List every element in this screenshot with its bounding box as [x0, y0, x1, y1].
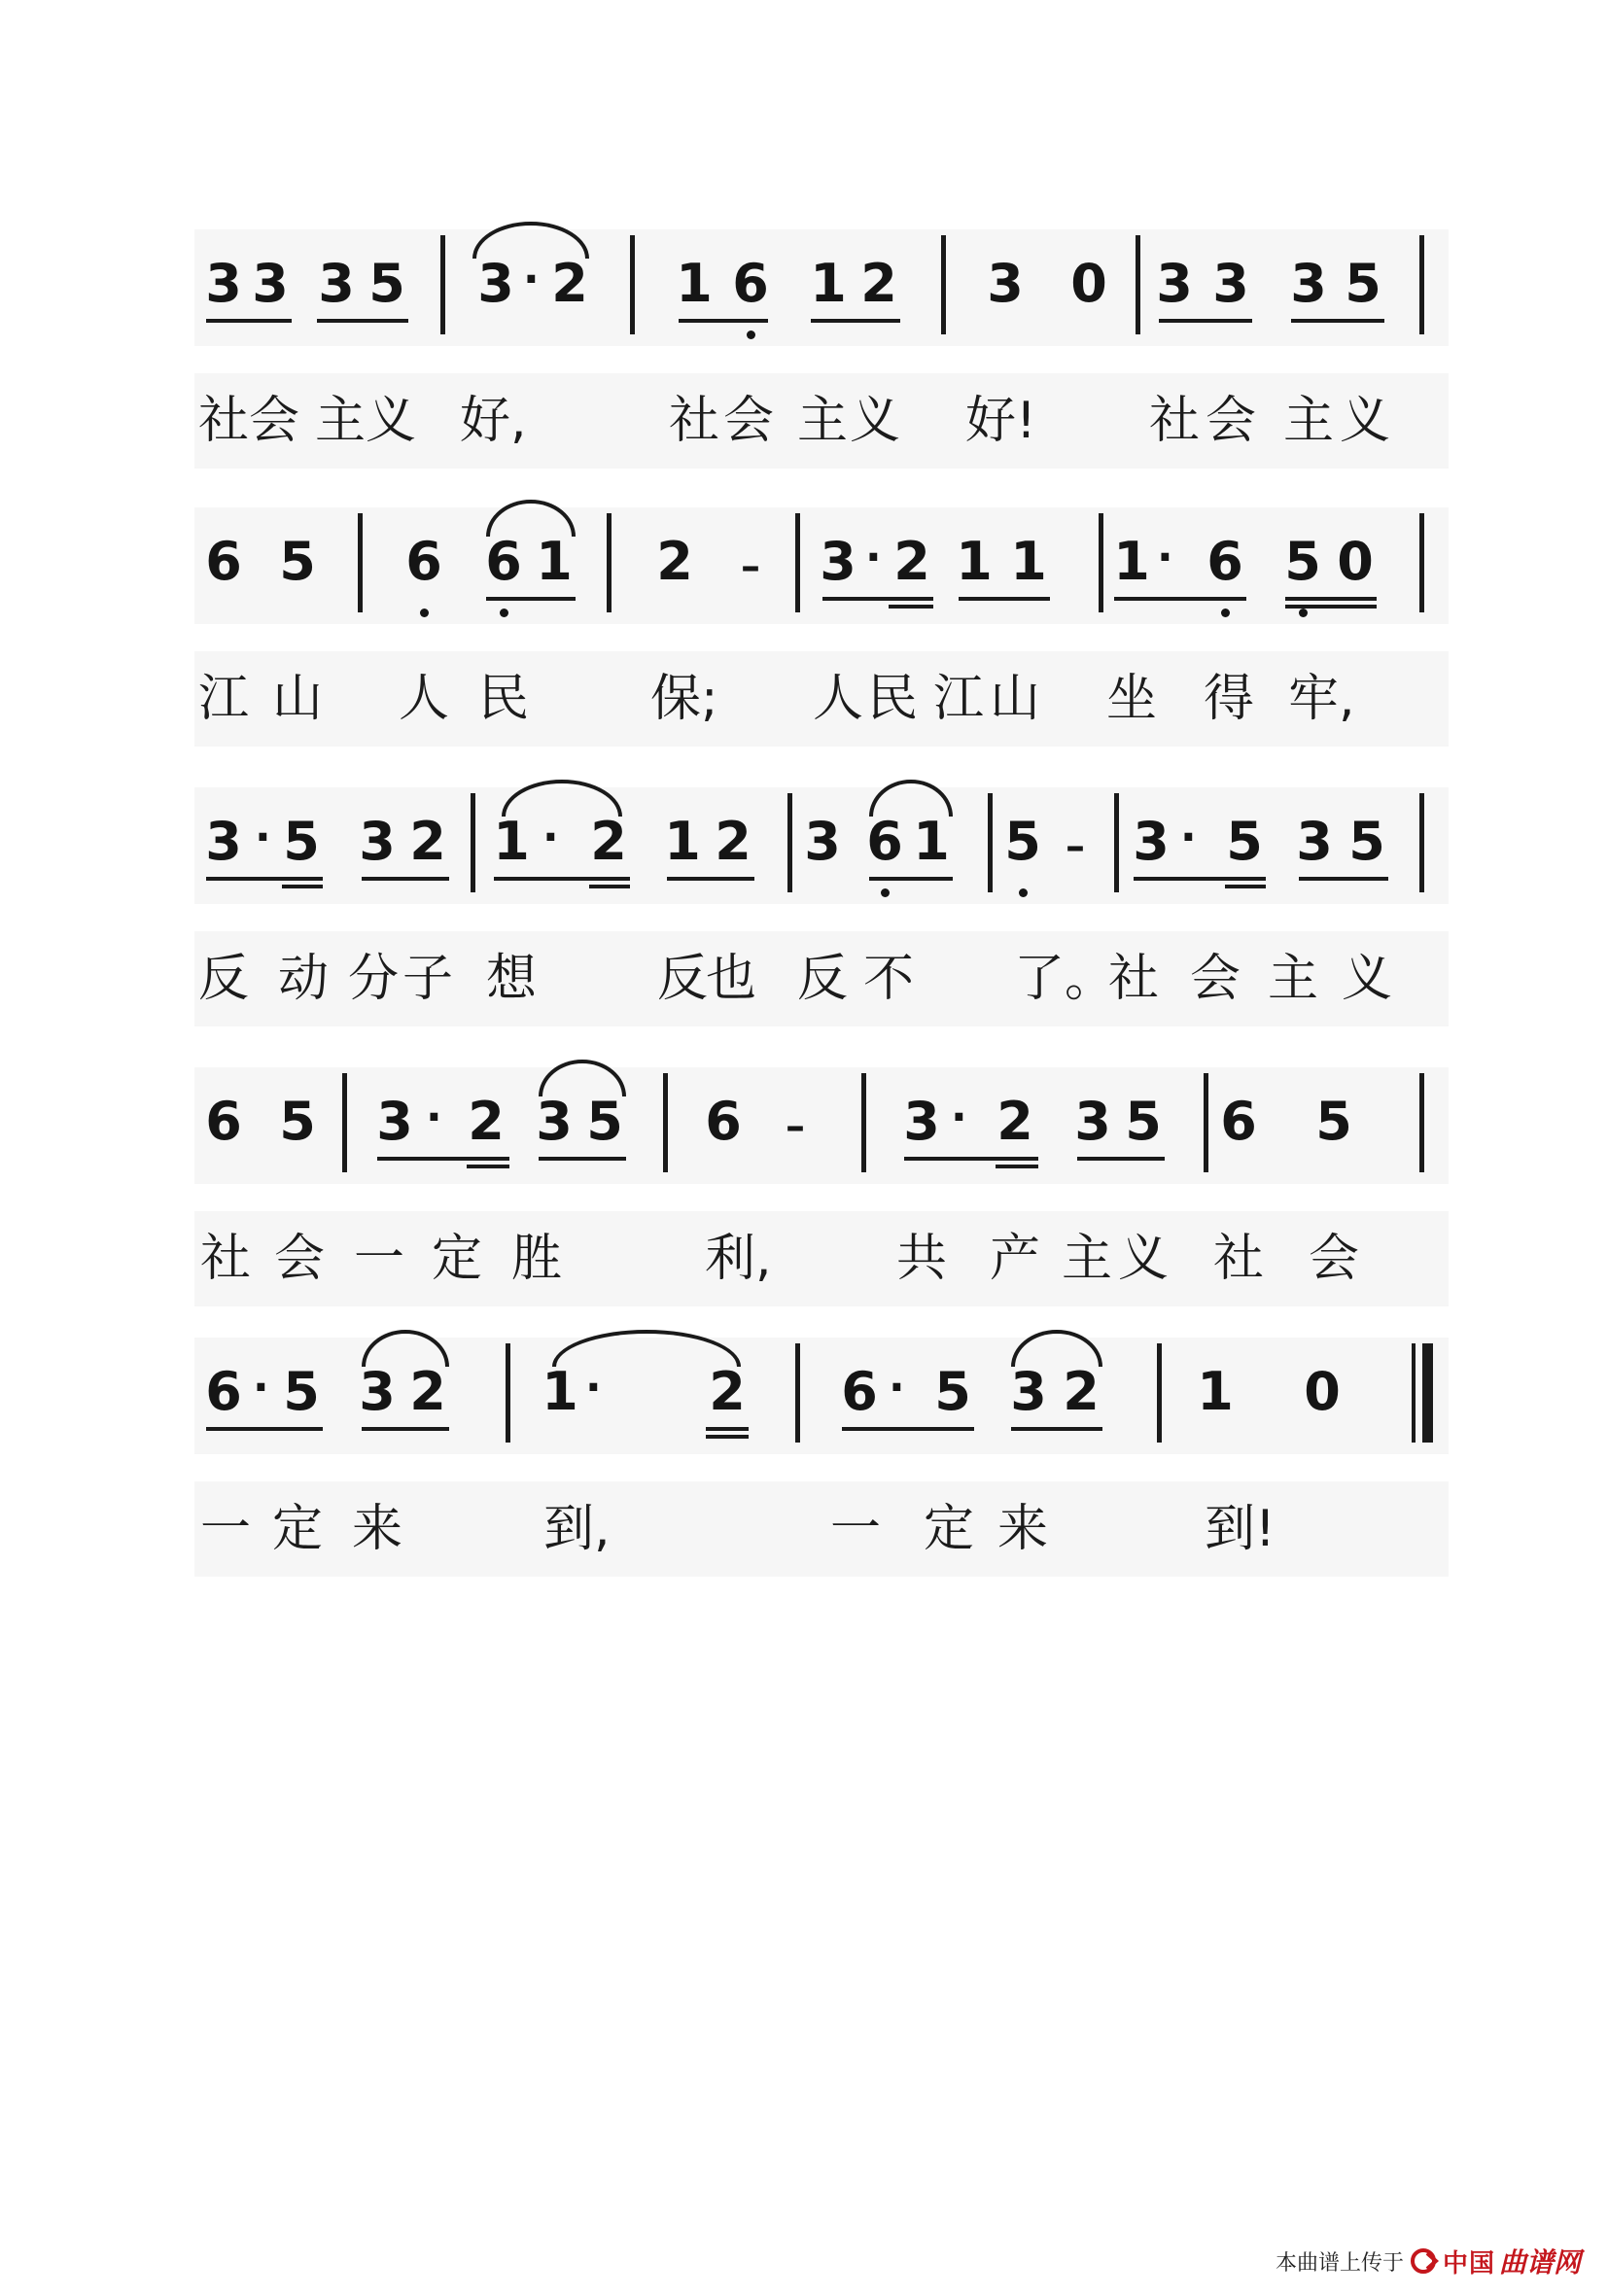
lyric-syllable: 牢,: [1288, 670, 1355, 728]
barline: [795, 1343, 800, 1443]
eighth-beam: [362, 1427, 449, 1431]
note: 2: [893, 531, 930, 592]
eighth-beam: [667, 877, 754, 881]
barline: [861, 1073, 866, 1172]
eighth-beam: [1011, 1427, 1102, 1431]
lyric-syllable: 不: [862, 950, 914, 1008]
tie-slur: [486, 500, 576, 537]
lyric-syllable: 义: [1341, 950, 1392, 1008]
note: 1: [956, 531, 993, 592]
source-footer: [1276, 2240, 1581, 2282]
sixteenth-beam: [706, 1435, 749, 1439]
lyric-syllable: 也: [705, 950, 756, 1008]
note: 3: [252, 253, 289, 314]
barline: [1099, 513, 1103, 612]
note: 2: [1063, 1361, 1100, 1422]
note: 2: [590, 811, 627, 872]
eighth-beam: [362, 877, 449, 881]
sixteenth-beam: [589, 885, 630, 888]
note: 6: [205, 531, 242, 592]
note: 2: [656, 531, 693, 592]
lower-octave-dot: [881, 888, 890, 897]
barline: [663, 1073, 668, 1172]
lyric-syllable: 反: [656, 950, 708, 1008]
lyric-syllable: 民: [866, 670, 918, 728]
lyric-syllable: 会: [722, 392, 774, 450]
eighth-beam: [679, 319, 768, 323]
note: 2: [468, 1091, 505, 1152]
lyric-syllable: 社: [668, 392, 719, 450]
lyric-syllable: 会: [273, 1230, 325, 1288]
lyric-syllable: 会: [1205, 392, 1256, 450]
barline: [1136, 235, 1140, 334]
lyric-syllable: 人: [398, 670, 449, 728]
score-system: [0, 1067, 1608, 1320]
eighth-beam: [486, 597, 576, 601]
note: 5: [1345, 253, 1381, 314]
note: 5: [368, 253, 405, 314]
sixteenth-beam: [467, 1165, 509, 1168]
eighth-beam: [206, 1427, 323, 1431]
lyric-syllable: 保;: [650, 670, 718, 728]
lyric-syllable: 分: [347, 950, 399, 1008]
note: 2: [409, 1361, 446, 1422]
sixteenth-beam: [1225, 885, 1266, 888]
eighth-beam: [869, 877, 953, 881]
upload-note: 本曲谱上传于: [1275, 2250, 1404, 2276]
note: 3: [987, 253, 1024, 314]
eighth-beam: [1114, 597, 1246, 601]
lyric-syllable: 主: [796, 392, 848, 450]
tie-slur: [472, 222, 589, 259]
extension-dash: –: [741, 544, 760, 589]
note: 1: [810, 253, 847, 314]
eighth-beam: [1159, 319, 1252, 323]
lyric-syllable: 主: [314, 392, 366, 450]
lyric-syllable: 到!: [1205, 1500, 1276, 1558]
note: 3: [1010, 1361, 1047, 1422]
sixteenth-beam: [889, 605, 933, 609]
eighth-beam: [811, 319, 900, 323]
sixteenth-beam: [996, 1165, 1038, 1168]
lyric-syllable: 来: [351, 1500, 402, 1558]
lyric-syllable: 山: [989, 670, 1040, 728]
extension-dash: –: [786, 1104, 805, 1149]
augmentation-dot: ·: [1180, 813, 1197, 862]
lyric-syllable: 反: [796, 950, 848, 1008]
lyric-syllable: 会: [248, 392, 299, 450]
lyric-syllable: 子: [402, 950, 453, 1008]
score-system: [0, 1338, 1608, 1590]
eighth-beam: [959, 597, 1050, 601]
augmentation-dot: ·: [255, 813, 271, 862]
note: 6: [866, 811, 903, 872]
barline: [1419, 235, 1424, 334]
note: 5: [1004, 811, 1041, 872]
lyric-syllable: 山: [271, 670, 323, 728]
note: 2: [409, 811, 446, 872]
note: 5: [1284, 531, 1321, 592]
lower-octave-dot: [1299, 609, 1308, 617]
note: 5: [1226, 811, 1263, 872]
lyric-syllable: 一: [829, 1500, 881, 1558]
lyric-syllable: 得: [1203, 670, 1254, 728]
site-logo-icon: [1410, 2247, 1439, 2275]
lyric-syllable: 反: [197, 950, 249, 1008]
note: 2: [551, 253, 588, 314]
lyric-syllable: 民: [477, 670, 529, 728]
eighth-beam: [842, 1427, 974, 1431]
note: 1: [536, 531, 573, 592]
eighth-beam: [1077, 1157, 1165, 1161]
note: 3: [1133, 811, 1170, 872]
note: 5: [279, 531, 316, 592]
lyric-syllable: 定: [271, 1500, 323, 1558]
note: 5: [1125, 1091, 1162, 1152]
augmentation-dot: ·: [253, 1363, 269, 1412]
lyric-syllable: 社: [197, 392, 249, 450]
final-barline: [1412, 1343, 1433, 1443]
eighth-beam: [539, 1157, 626, 1161]
lyric-syllable: 社: [199, 1230, 251, 1288]
lower-octave-dot: [1221, 609, 1230, 617]
site-brand-cn: 中国: [1442, 2248, 1495, 2279]
eighth-beam: [822, 597, 933, 601]
note: 1: [1197, 1361, 1234, 1422]
note: 3: [318, 253, 355, 314]
eighth-beam: [904, 1157, 1038, 1161]
note: 5: [586, 1091, 623, 1152]
lyric-syllable: 了。: [1014, 950, 1116, 1008]
sixteenth-beam: [1285, 605, 1377, 609]
barline: [1419, 513, 1424, 612]
barline: [988, 793, 993, 892]
lower-octave-dot: [500, 609, 508, 617]
barline: [358, 513, 363, 612]
augmentation-dot: ·: [523, 255, 540, 304]
lyric-syllable: 一: [353, 1230, 404, 1288]
barline: [607, 513, 612, 612]
lyric-syllable: 义: [1339, 392, 1390, 450]
note: 5: [283, 1361, 320, 1422]
score-system: [0, 787, 1608, 1040]
note: 6: [705, 1091, 742, 1152]
barline: [1157, 1343, 1162, 1443]
lyric-syllable: 到,: [543, 1500, 611, 1558]
lower-octave-dot: [747, 330, 755, 339]
note: 0: [1337, 531, 1374, 592]
barline: [1419, 1073, 1424, 1172]
lyric-syllable: 人: [812, 670, 863, 728]
site-logo[interactable]: [1410, 2242, 1581, 2280]
site-brand-name: 曲谱网: [1498, 2246, 1581, 2279]
eighth-beam: [1285, 597, 1377, 601]
lyric-syllable: 会: [1308, 1230, 1359, 1288]
lyric-syllable: 主: [1282, 392, 1334, 450]
eighth-beam: [317, 319, 408, 323]
lyric-syllable: 一: [199, 1500, 251, 1558]
note: 1: [1010, 531, 1047, 592]
lyric-syllable: 义: [365, 392, 416, 450]
note: 6: [841, 1361, 878, 1422]
eighth-beam: [1291, 319, 1384, 323]
lyric-syllable: 社: [1107, 950, 1159, 1008]
lower-octave-dot: [1019, 888, 1028, 897]
barline: [941, 235, 946, 334]
lyric-syllable: 想: [485, 950, 537, 1008]
tie-slur: [539, 1060, 626, 1096]
note: 6: [1206, 531, 1243, 592]
note: 5: [1315, 1091, 1352, 1152]
tie-slur: [502, 780, 622, 817]
barline: [1114, 793, 1119, 892]
lyric-syllable: 动: [277, 950, 329, 1008]
note: 2: [709, 1361, 746, 1422]
lyric-syllable: 主: [1061, 1230, 1112, 1288]
barline: [1204, 1073, 1208, 1172]
lyric-syllable: 会: [1189, 950, 1241, 1008]
barline: [342, 1073, 347, 1172]
lyric-syllable: 社: [1212, 1230, 1264, 1288]
note: 2: [996, 1091, 1033, 1152]
augmentation-dot: ·: [889, 1363, 905, 1412]
note: 1: [542, 1361, 578, 1422]
tie-slur: [362, 1330, 449, 1367]
barline: [787, 793, 792, 892]
note: 3: [1290, 253, 1327, 314]
lyric-syllable: 胜: [510, 1230, 562, 1288]
augmentation-dot: ·: [426, 1093, 442, 1142]
note: 3: [359, 1361, 396, 1422]
note: 3: [376, 1091, 413, 1152]
augmentation-dot: ·: [585, 1363, 602, 1412]
lyric-syllable: 利,: [705, 1230, 772, 1288]
eighth-beam: [206, 877, 323, 881]
note: 3: [1212, 253, 1249, 314]
note: 2: [715, 811, 752, 872]
barline: [471, 793, 475, 892]
lyric-syllable: 定: [431, 1230, 482, 1288]
note: 5: [1348, 811, 1385, 872]
extension-dash: –: [1066, 824, 1085, 869]
note: 3: [1156, 253, 1193, 314]
lyric-syllable: 定: [923, 1500, 974, 1558]
eighth-beam: [706, 1427, 749, 1431]
note: 1: [913, 811, 950, 872]
note: 6: [732, 253, 769, 314]
note: 1: [493, 811, 530, 872]
lower-octave-dot: [420, 609, 429, 617]
tie-slur: [552, 1330, 741, 1367]
note: 3: [477, 253, 514, 314]
eighth-beam: [494, 877, 630, 881]
lyric-syllable: 主: [1267, 950, 1318, 1008]
eighth-beam: [1134, 877, 1266, 881]
barline: [795, 513, 800, 612]
note: 5: [283, 811, 320, 872]
note: 5: [279, 1091, 316, 1152]
note: 3: [359, 811, 396, 872]
barline: [506, 1343, 510, 1443]
tie-slur: [869, 780, 953, 817]
score-system: [0, 507, 1608, 760]
note: 6: [405, 531, 442, 592]
note: 5: [934, 1361, 971, 1422]
barline: [1419, 793, 1424, 892]
eighth-beam: [377, 1157, 509, 1161]
augmentation-dot: ·: [1157, 533, 1173, 582]
note: 3: [1074, 1091, 1111, 1152]
lyric-syllable: 义: [849, 392, 900, 450]
note: 3: [804, 811, 841, 872]
lyric-syllable: 好,: [460, 392, 527, 450]
note: 3: [205, 811, 242, 872]
lyric-syllable: 江: [197, 670, 249, 728]
note: 0: [1304, 1361, 1341, 1422]
note: 1: [1113, 531, 1150, 592]
lyric-syllable: 共: [895, 1230, 947, 1288]
note: 6: [485, 531, 522, 592]
score-system: [0, 229, 1608, 482]
eighth-beam: [1299, 877, 1388, 881]
note: 6: [205, 1091, 242, 1152]
lyric-syllable: 来: [996, 1500, 1048, 1558]
lyric-syllable: 好!: [965, 392, 1036, 450]
augmentation-dot: ·: [542, 813, 559, 862]
tie-slur: [1011, 1330, 1102, 1367]
lyric-syllable: 坐: [1105, 670, 1157, 728]
eighth-beam: [206, 319, 292, 323]
note: 2: [860, 253, 897, 314]
note: 1: [664, 811, 701, 872]
barline: [630, 235, 635, 334]
sixteenth-beam: [282, 885, 323, 888]
barline: [440, 235, 445, 334]
note: 3: [205, 253, 242, 314]
note: 6: [1220, 1091, 1257, 1152]
note: 3: [903, 1091, 940, 1152]
lyric-syllable: 江: [932, 670, 984, 728]
augmentation-dot: ·: [865, 533, 882, 582]
lyric-syllable: 义: [1117, 1230, 1169, 1288]
note: 0: [1070, 253, 1107, 314]
lyric-syllable: 产: [989, 1230, 1040, 1288]
lyric-syllable: 社: [1148, 392, 1200, 450]
note: 3: [536, 1091, 573, 1152]
augmentation-dot: ·: [951, 1093, 967, 1142]
note: 3: [820, 531, 856, 592]
note: 1: [676, 253, 713, 314]
note: 3: [1296, 811, 1333, 872]
note: 6: [205, 1361, 242, 1422]
